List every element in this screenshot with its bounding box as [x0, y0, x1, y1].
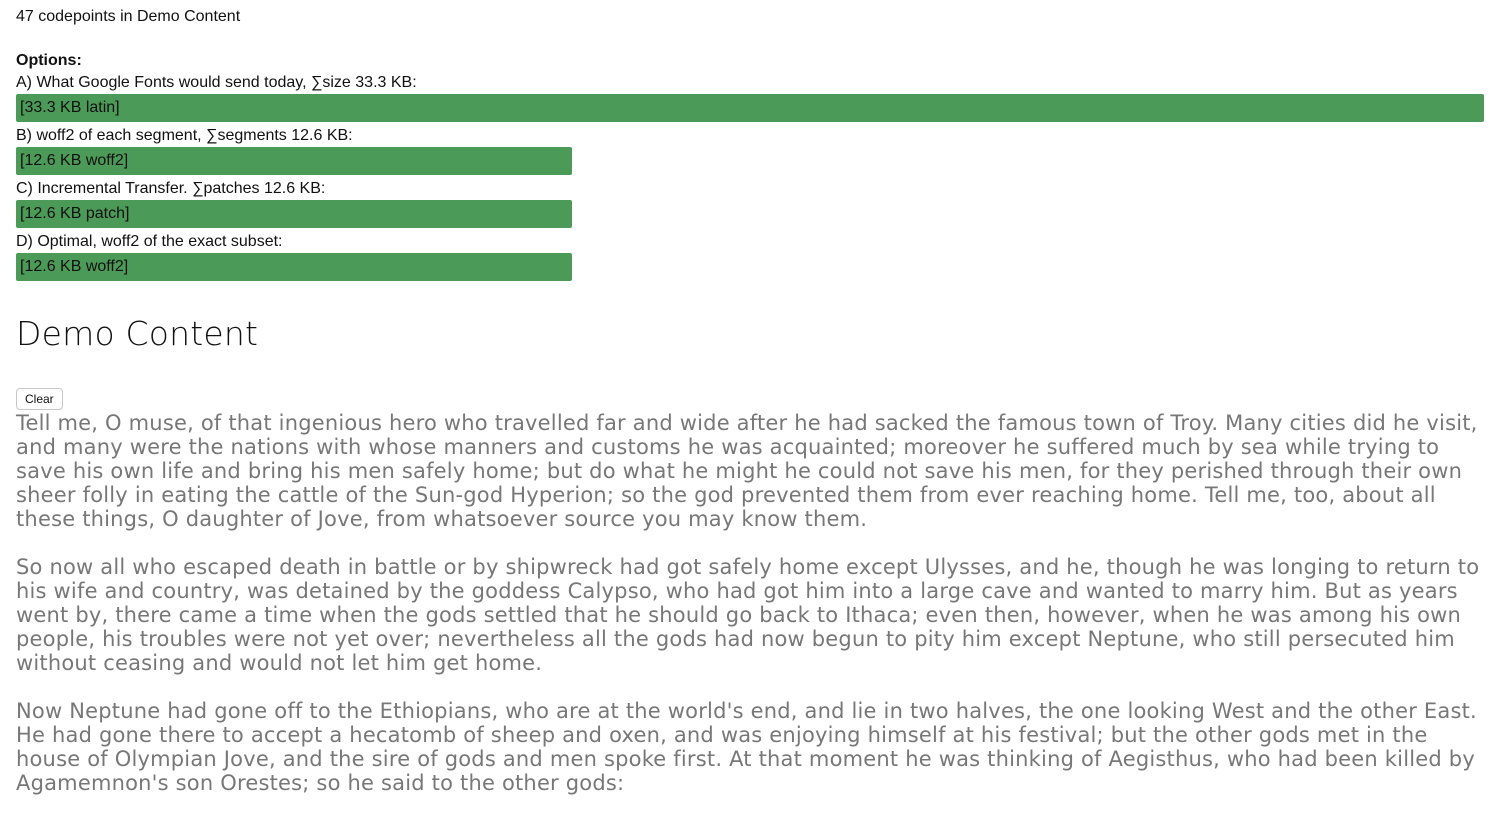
option-c-label: C) Incremental Transfer. ∑patches 12.6 KB:	[16, 180, 326, 197]
option-d-bar: [12.6 KB woff2]	[16, 253, 572, 281]
demo-content-text[interactable]	[16, 411, 1488, 819]
option-c-bar: [12.6 KB patch]	[16, 200, 572, 228]
paragraph-3: Now Neptune had gone off to the Ethiopians, who are at the world's end, and lie in two halves, the one looking West and the other East. He had gone there to accept a hecatomb of sheep and oxen, and was enjoying himself at his festival; but the other gods met in the house of Olympian Jove, and the sire of gods and men spoke first. At that moment he was thinking of Aegisthus, who had been killed by Agamemnon's son Orestes; so he said to the other gods:	[16, 699, 1477, 795]
options-title: Options:	[16, 52, 82, 69]
paragraph-1: Tell me, O muse, of that ingenious hero who travelled far and wide after he had sacked the famous town of Troy. Many cities did he visit, and many were the nations with whose manners and customs he was acquainted; moreover he suffered much by sea while trying to save his own life and bring his men safely home; but do what he might he could not save his men, for they perished through their own sheer folly in eating the cattle of the Sun-god Hyperion; so the god prevented them from ever reaching home. Tell me, too, about all these things, O daughter of Jove, from whatsoever source you may know them.	[16, 411, 1478, 531]
option-b-label: B) woff2 of each segment, ∑segments 12.6 KB:	[16, 127, 353, 144]
clear-button[interactable]: Clear	[16, 388, 63, 410]
options-panel	[16, 51, 1484, 285]
codepoint-count: 47 codepoints in Demo Content	[16, 8, 241, 25]
option-b-bar: [12.6 KB woff2]	[16, 147, 572, 175]
option-d-label: D) Optimal, woff2 of the exact subset:	[16, 233, 283, 250]
paragraph-2: So now all who escaped death in battle or by shipwreck had got safely home except Ulysses, and he, though he was longing to return to his wife and country, was detained by the goddess Calypso, who had got him into a large cave and wanted to marry him. But as years went by, there came a time when the gods settled that he should go back to Ithaca; even then, however, when he was among his own people, his troubles were not yet over; nevertheless all the gods had now begun to pity him except Neptune, who still persecuted him without ceasing and would not let him get home.	[16, 555, 1480, 675]
option-a-bar: [33.3 KB latin]	[16, 94, 1484, 122]
option-a-label: A) What Google Fonts would send today, ∑size 33.3 KB:	[16, 74, 417, 91]
demo-content-heading: Demo Content	[16, 314, 259, 353]
